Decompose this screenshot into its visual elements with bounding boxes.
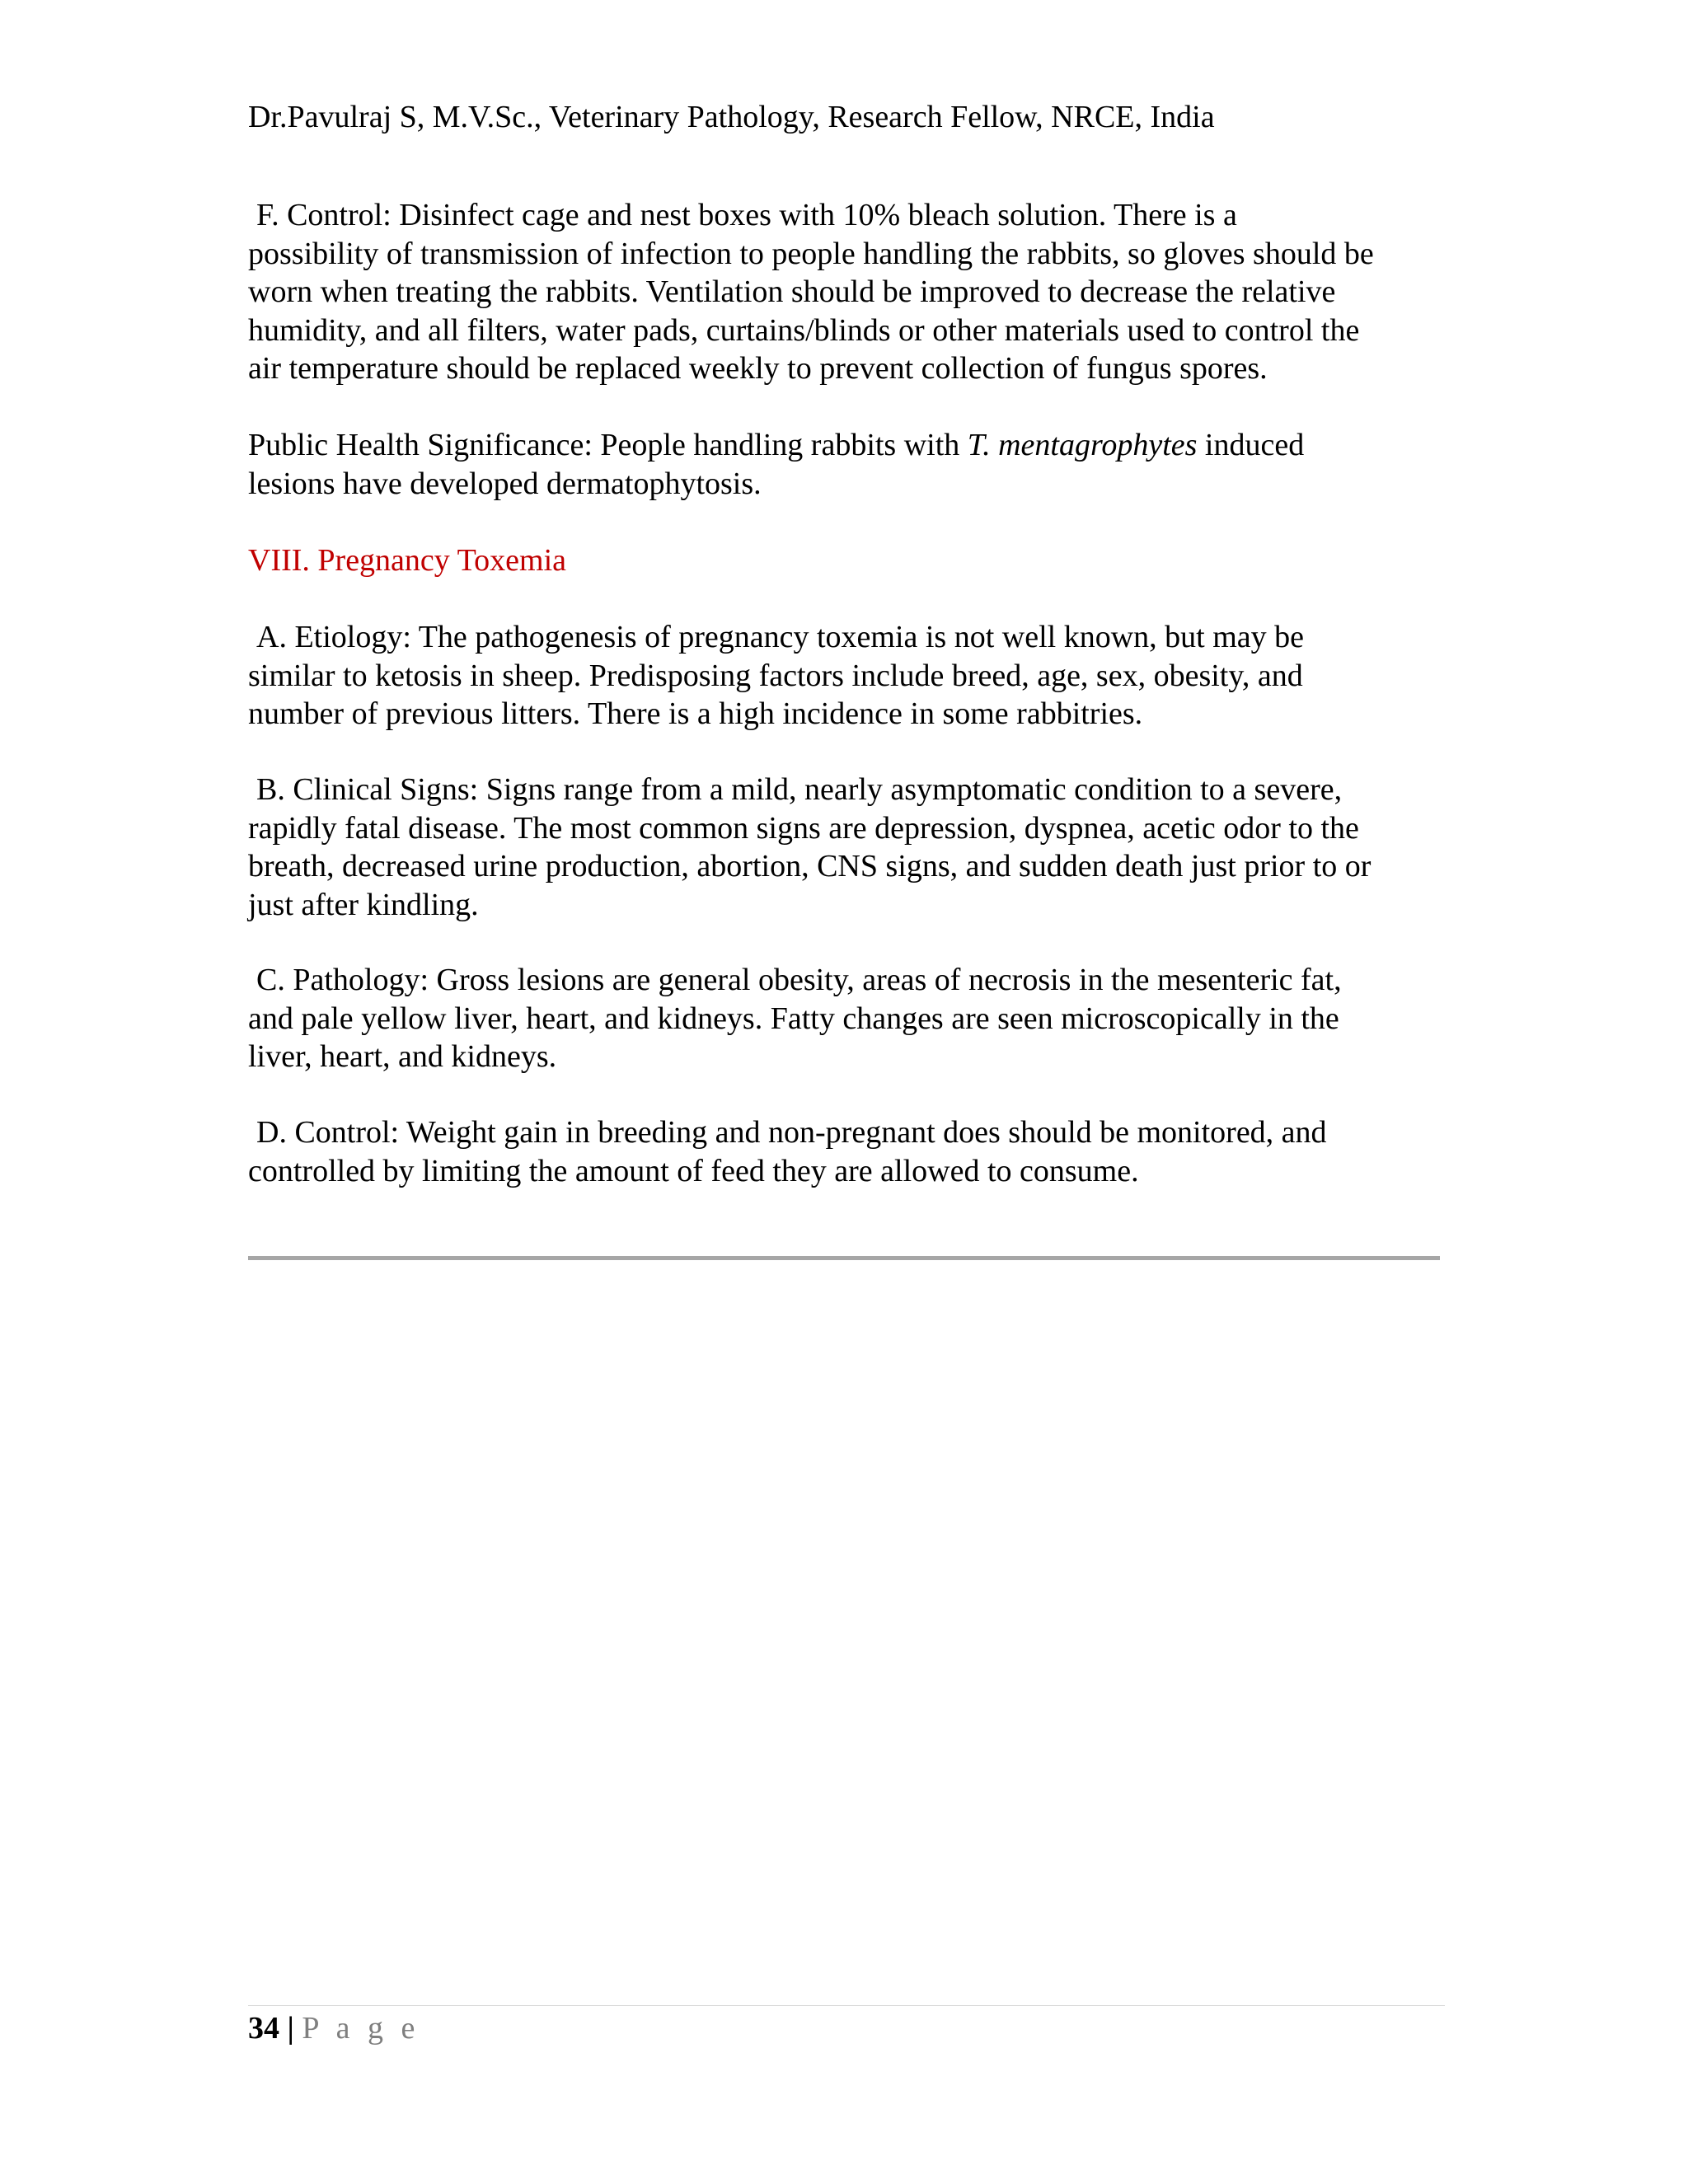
- paragraph-clinical-signs: [248, 771, 1451, 924]
- paragraph-line: number of previous litters. There is a high incidence in some rabbitries.: [248, 696, 1143, 731]
- public-health-text: induced: [1197, 428, 1305, 462]
- paragraph-line: C. Pathology: Gross lesions are general obesity, areas of necrosis in the mesenteric fat,: [256, 963, 1342, 997]
- section-divider: [248, 1256, 1440, 1260]
- paragraph-line: [248, 426, 1451, 465]
- page-label: P a g e: [302, 2011, 420, 2046]
- paragraph-line: just after kindling.: [248, 887, 479, 922]
- paragraph-line: D. Control: Weight gain in breeding and non-pregnant does should be monitored, and: [256, 1115, 1327, 1150]
- paragraph-etiology: [248, 618, 1451, 733]
- paragraph-line: A. Etiology: The pathogenesis of pregnancy toxemia is not well known, but may be: [256, 620, 1304, 654]
- public-health-text: Public Health Significance: People handling rabbits with: [248, 428, 968, 462]
- paragraph-control-d: [248, 1113, 1451, 1190]
- running-header: Dr.Pavulraj S, M.V.Sc., Veterinary Pathology, Research Fellow, NRCE, India: [248, 100, 1215, 134]
- page-number: 34: [248, 2011, 279, 2046]
- paragraph-line: air temperature should be replaced weekly to prevent collection of fungus spores.: [248, 351, 1268, 386]
- paragraph-line: similar to ketosis in sheep. Predisposing factors include breed, age, sex, obesity, and: [248, 658, 1303, 693]
- section-heading: VIII. Pregnancy Toxemia: [248, 543, 567, 578]
- paragraph-control-f: [248, 196, 1451, 388]
- footer-separator: |: [287, 2011, 294, 2046]
- paragraph-line: rapidly fatal disease. The most common signs are depression, dyspnea, acetic odor to the: [248, 810, 1359, 846]
- paragraph-line: breath, decreased urine production, abortion, CNS signs, and sudden death just prior to or: [248, 849, 1372, 883]
- paragraph-line: lesions have developed dermatophytosis.: [248, 466, 762, 501]
- species-name: T. mentagrophytes: [967, 428, 1198, 462]
- paragraph-line: liver, heart, and kidneys.: [248, 1039, 557, 1074]
- paragraph-line: worn when treating the rabbits. Ventilation should be improved to decrease the relative: [248, 274, 1336, 309]
- paragraph-line: humidity, and all filters, water pads, curtains/blinds or other materials used to control the: [248, 312, 1360, 348]
- footer-divider: [248, 2005, 1445, 2006]
- paragraph-public-health: [248, 426, 1451, 503]
- page-footer: [248, 2008, 420, 2048]
- paragraph-line: F. Control: Disinfect cage and nest boxes with 10% bleach solution. There is a: [256, 198, 1237, 232]
- paragraph-pathology: [248, 961, 1451, 1076]
- paragraph-line: controlled by limiting the amount of feed they are allowed to consume.: [248, 1153, 1139, 1188]
- paragraph-line: possibility of transmission of infection to people handling the rabbits, so gloves should be: [248, 236, 1374, 271]
- paragraph-line: and pale yellow liver, heart, and kidneys. Fatty changes are seen microscopically in the: [248, 1001, 1339, 1036]
- paragraph-line: B. Clinical Signs: Signs range from a mild, nearly asymptomatic condition to a severe,: [256, 772, 1343, 807]
